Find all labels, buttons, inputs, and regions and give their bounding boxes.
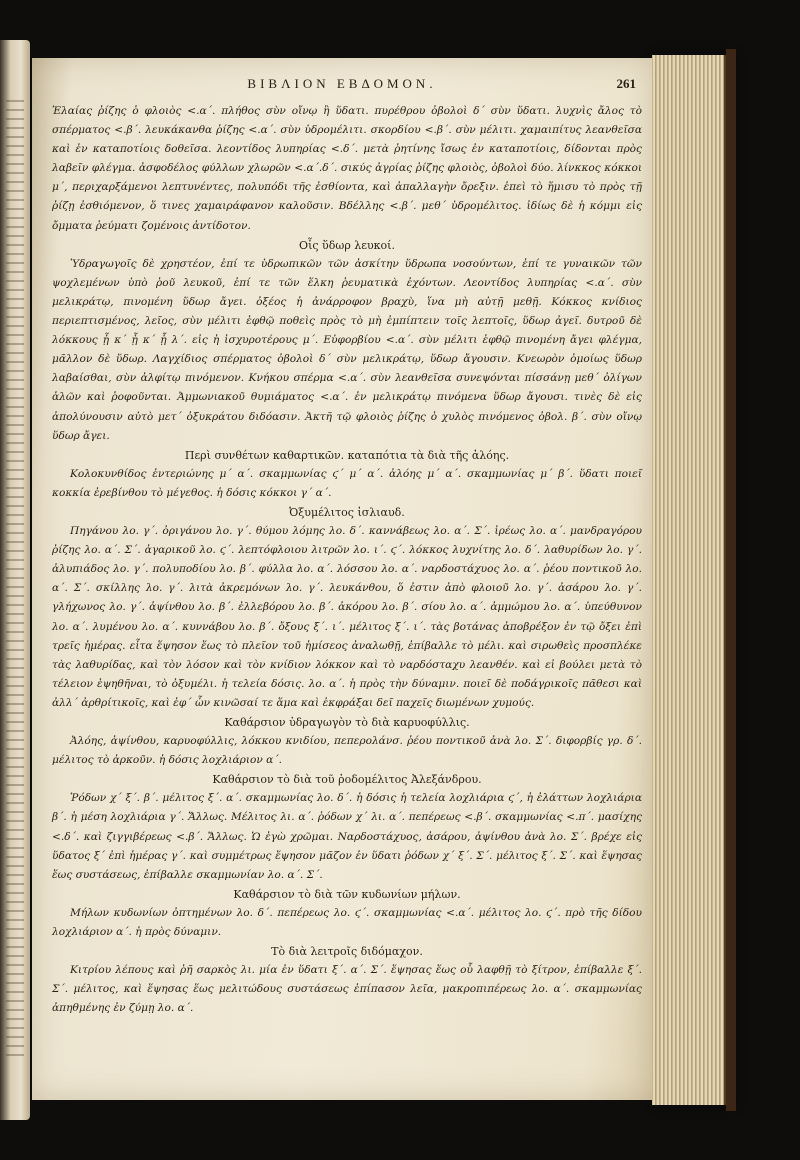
section-heading: Καθάρσιον ὑδραγωγὸν τὸ διὰ καρυοφύλλις. — [224, 716, 470, 729]
section-heading: Τὸ διὰ λειτροῖς διδόμαχον. — [271, 945, 423, 959]
section-heading: Ὀξυμέλιτος ἰσλιαυδ. — [289, 505, 405, 519]
page-number: 261 — [616, 76, 636, 91]
paragraph: Ὑδραγωγοῖς δὲ χρηστέον, ἐπί τε ὑδρωπικῶν τῶν ἀσκίτην ὕδρωπα νοσούντων, ἐπί τε γυναικῶν τῶν ψοχλεμένων ὑπὸ ῥοῦ λευκοῦ, ἐπί τε τῶν ἕλκη ῥευματικὰ ἐχόντων. Λεοντίδος λυπηρίας <.α΄. σὺν μελικράτῳ, πινομένη ὕδωρ ἄγει. ὀξέος ἡ ἀνάρροφον βραχὺ, ἵνα μὴ αὐτῇ μεθῇ. Κόκκος κνίδιος περιεπτισμένος, λεῖος, σὺν μέλιτι ἑφθῷ ποθεὶς πρὸς τὸ μὴ ἐμπίπτειν τοῖς λεπτοῖς, ὕδωρ ἀγεῖ. δυτροῦ δὲ λόκκους ᾗ κ΄ ᾗ κ΄ ᾗ λ΄. εἰς ἡ ἰσχυροτέρους μ΄. Εὐφορβίου <.α΄. σὺν μέλιτι ἑφθῷ πινομένη ἄγει φλέγμα, μᾶλλον δὲ ὕδωρ. Λαγχίδιος σπέρματος ὀβολοὶ δ΄ σὺν μελικράτῳ, ὕδωρ ἄγουσιν. Κνεωρὸν ὁμοίως ὕδωρ λαβαίσθαι, σὺν ἀλφίτῳ πινόμενον. Κνήκου σπέρμα <.α΄. σὺν λεανθεῖσα συνεψόνται πίσσάνῃ μεθ΄ ὀλίγων ἁλῶν καὶ ῥοφοῦνται. Ἀμμωνιακοῦ θυμιάματος <.α΄. ἐν μελικράτῳ πινόμενα ὕδωρ ἄγουσι. τινὲς δὲ εἰς ἀπολύνουσιν αὐτὸ μετ΄ ὀξυκράτου διδόασιν. Ἀκτῆ τῷ φλοιὸς ῥίζης ὁ χυλὸς πινόμενος ὀβολ. β΄. σὺν οἴνῳ ὕδωρ ἄγει. — [52, 257, 642, 442]
paragraph: Ῥόδων χ΄ ξ΄. β΄. μέλιτος ξ΄. α΄. σκαμμωνίας λο. δ΄. ἡ δόσις ἡ τελεία λοχλιάρια ϛ΄, ἡ ἐλάττων λοχλιάρια β΄. ἡ μέση λοχλιάρια γ΄. Ἄλλως. Μέλιτος λι. α΄. ῥόδων χ΄ λι. α΄. πεπέρεως <.β΄. σκαμμωνίας <.π΄. μασίχης <.δ΄. καὶ ζιγγιβέρεως <.β΄. Ἄλλως. Ὡ ἐγὼ χρῶμαι. Ναρδοστάχυος, ἀσάρου, ἀψίνθου ἀνὰ λο. Σ΄. βρέχε εἰς ὕδατος ξ΄ ἐπὶ ἡμέρας γ΄. καὶ συμμέτρως ἕψησον μᾶζον ἐν ὕδατι ῥόδων χ΄ ξ΄. Σ΄. μέλιτος ξ΄. Σ΄. καὶ ἕψησας ἕως συστάσεως, ἐπίβαλλε σκαμμωνίαν λο. α΄. Σ΄. — [52, 792, 642, 881]
show-through-text — [6, 100, 24, 1060]
section-heading: Καθάρσιον τὸ διὰ τοῦ ῥοδομέλιτος Ἀλεξάνδρου. — [212, 773, 482, 787]
left-page-edge — [0, 40, 30, 1120]
paragraph: Κιτρίου λέπους καὶ ῥῆ σαρκὸς λι. μία ἐν ὕδατι ξ΄. α΄. Σ΄. ἕψησας ἕως οὗ λαφθῇ τὸ ξίτρον, ἐπίβαλλε ξ΄. Σ΄. μέλιτος, καὶ ἕψησας ἕως μελιτώδους συστάσεως ἐπίπασον λεῖα, μακροπιπέρεως λο. α΄. σκαμμωνίας ἀπηθμένης ἐν ζύμῃ λο. α΄. — [52, 964, 642, 1015]
section-heading: Περὶ συνθέτων καθαρτικῶν. καταπότια τὰ διὰ τῆς ἀλόης. — [184, 448, 510, 462]
paragraph: Κολοκυνθίδος ἐντεριώνης μ΄ α΄. σκαμμωνίας ϛ΄ μ΄ α΄. ἀλόης μ΄ α΄. σκαμμωνίας μ΄ β΄. ὕδατι ποιεῖ κοκκία ἐρεβίνθου τὸ μέγεθος. ἡ δόσις κόκκοι γ΄ α΄. — [52, 467, 642, 499]
paragraph: Μήλων κυδωνίων ὀπτημένων λο. δ΄. πεπέρεως λο. ϛ΄. σκαμμωνίας <.α΄. μέλιτος λο. ϛ΄. πρὸ τῆς δίδου λοχλιάριον α΄. ἡ πρὸς δύναμιν. — [52, 906, 642, 939]
section-heading: Οἷς ὕδωρ λευκοί. — [299, 238, 395, 252]
paragraph: Ἐλαίας ῥίζης ὁ φλοιὸς <.α΄. πλήθος σὺν οἴνῳ ἢ ὕδατι. πυρέθρου ὀβολοὶ δ΄ σὺν ὕδατι. λυχνὶς ἄλος τὸ σπέρματος <.β΄. λευκάκανθα ῥίζης <.α΄. σὺν ὑδρομέλιτι. σκορδίου <.β΄. σὺν μέλιτι. χαμαιπίτυς λεανθεῖσα καὶ ἐν καταποτίοις δοθεῖσα. λεοντίδος λυπηρίας <.δ΄. μετὰ ῥητίνης ἴσως ἐν καταποτίοις, δίδονται πρὸς λαβεῖν φλέγμα. ἀσφοδέλος φύλλων χλωρῶν <.α΄.δ΄. σικύς ἀγρίας ῥίζης φλοιὸς, ὀβολοὶ δύο. λίνκκος κόκκοι μ΄, περιχαρξάμενοι λεπτυνέντες, πολυπόδι τῆς ἐσθίοντα, καὶ ἀπαλλαγὴν ὄρεξιν. ἐπεὶ τὸ ἥμισυ τὸ πρὸς τῇ ῥίζῃ ἐσθιόμενον, ὅ τινες χαμαιράφανον καλοῦσιν. Βδέλλης <.β΄. μεθ΄ ὑδρομέλιτος. ἰδίως δὲ ἡ κόμμι εἰς ὄμματα ῥεύματι ζομένοις ἀντίδοτον. — [52, 105, 642, 232]
running-head: ΒΙΒΛΙΟΝ ΕΒΔΟΜΟΝ. — [247, 76, 437, 91]
paragraph: Ἀλόης, ἀψίνθου, καρυοφύλλις, λόκκου κνιδίου, πεπερολάνσ. ῥέου ποντικοῦ ἀνὰ λο. Σ΄. διφορβίς γρ. δ΄. μέλιτος τὸ ἀρκοῦν. ἡ δόσις λοχλιάριον α΄. — [52, 735, 642, 767]
paragraph: Πηγάνου λο. γ΄. ὀριγάνου λο. γ΄. θύμου λόμης λο. δ΄. καννάβεως λο. α΄. Σ΄. ἰρέως λο. α΄. μανδραγόρου ῥίζης λο. α΄. Σ΄. ἀγαρικοῦ λο. ϛ΄. λεπτόφλοιου λιτρῶν λο. ι΄. ϛ΄. λόκκος λυχνίτης λο. δ΄. λαθυρίδων λο. γ΄. ἀλυπιάδος λο. γ΄. πολυποδίου λο. β΄. φύλλα λο. α΄. λόσσου λο. α΄. ναρδοστάχυος λο. α΄. ῥέου ποντικοῦ λο. α΄. Σ΄. σκίλλης λο. γ΄. λιτὰ ἀκρεμόνων λο. γ΄. λευκάνθου, ὅ ἐστιν ἀπὸ φλοιοῦ λο. γ΄. ἀσάρου λο. γ΄. γλήχωνος λο. γ΄. ἀψίνθου λο. β΄. ἐλλεβόρου λο. β΄. ἀκόρου λο. β΄. σίου λο. α΄. ἀμμώμου λο. α΄. ὑπεύθυνον λο. α΄. λυμένου λο. α΄. κυννάβου λο. β΄. ὄξους ξ΄. ι΄. μέλιτος ξ΄. ι΄. τὰς βοτάνας ἀποβρέξον ἐν τῷ ὄξει ἐπὶ τρεῖς ἡμέρας. εἶτα ἕψησον ἕως τὸ πλεῖον τοῦ ἡμίσεος ἀναλωθῇ, ἐπίβαλλε τὸ μέλι. καὶ σιρωθεὶς προσπλέκε τὰς λαθυρίδας, καὶ τὸν λόσον καὶ τὸν κνίδιον λόκκον καὶ τὸ ναρδόσταχυ λεανθέν. καὶ εἰ βούλει μετὰ τὸ τέλειον ἑψηθῆναι, τὸ ὀξυμέλι. ἡ τελεία δόσις. λο. α΄. ἡ πρὸς τὴν δύναμιν. ποιεῖ δὲ ποδάγρικοῖς πᾶθεσι καὶ ἀλλ΄ ἀρθρίτικοῖς, καὶ ἐφ΄ ὧν κινῶσαί τε ἅμα καὶ ἐκφράξαι δεῖ παχεῖς διωμένων χυμούς. — [52, 525, 642, 709]
section-heading: Καθάρσιον τὸ διὰ τῶν κυδωνίων μήλων. — [233, 887, 461, 901]
page-block-edges — [652, 55, 730, 1105]
book-cover-edge — [726, 49, 736, 1111]
book-page — [32, 58, 652, 1100]
page-text — [52, 102, 642, 1019]
